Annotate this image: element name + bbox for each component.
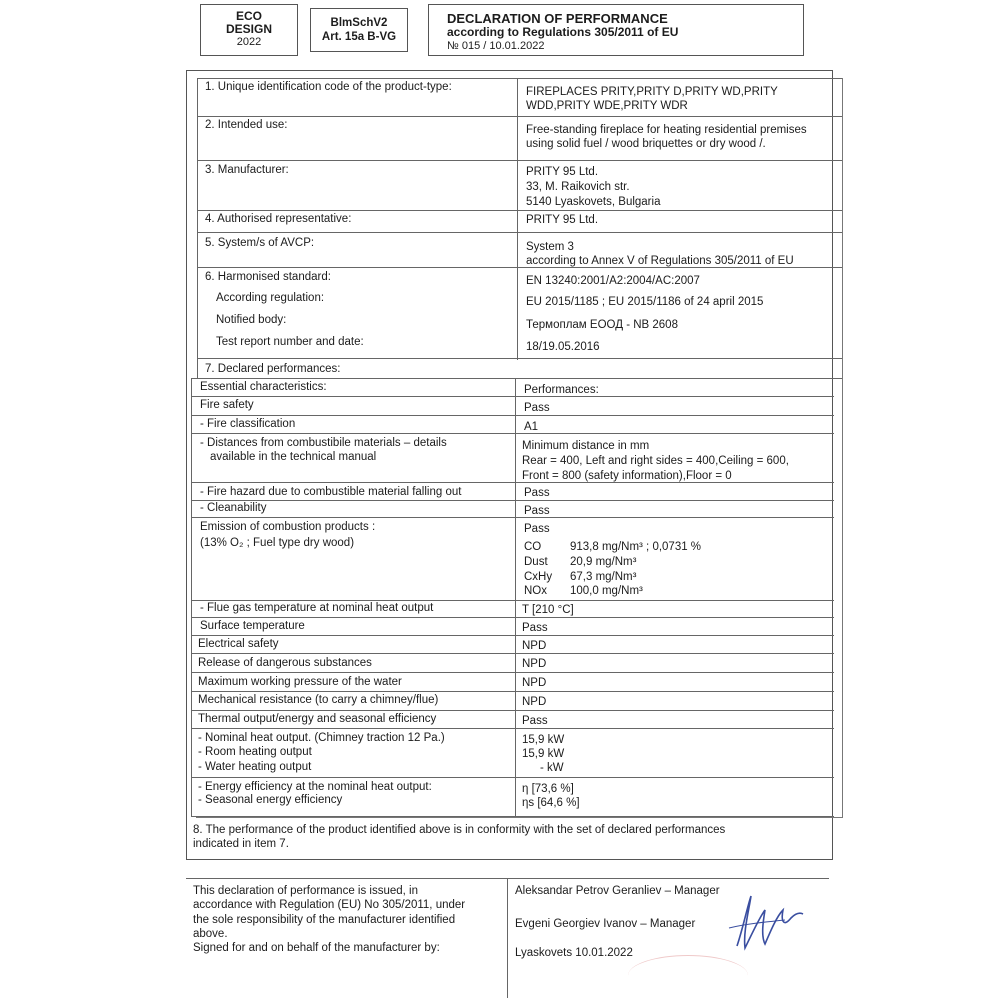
rule: [191, 378, 842, 379]
rule: [191, 396, 834, 397]
mechanical-label: Mechanical resistance (to carry a chimney/flue): [198, 694, 439, 706]
fire-safety-label: Fire safety: [200, 399, 254, 411]
rule: [191, 816, 834, 817]
rule: [197, 358, 842, 359]
rule: [197, 116, 842, 117]
pressure-label: Maximum working pressure of the water: [198, 676, 402, 688]
rule: [191, 617, 834, 618]
release-value: NPD: [522, 658, 547, 670]
release-label: Release of dangerous substances: [198, 657, 372, 669]
fire-safety-value: Pass: [524, 402, 550, 414]
nominal-heat-value: 15,9 kW: [522, 734, 565, 746]
column-divider: [517, 78, 518, 360]
s6-test-label: Test report number and date:: [216, 336, 364, 348]
water-heating-label: - Water heating output: [198, 761, 312, 773]
nox-value: 100,0 mg/Nm³: [570, 585, 643, 597]
footer-left-line4: above.: [193, 928, 228, 940]
cleanability-value: Pass: [524, 505, 550, 517]
footer-left-line2: accordance with Regulation (EU) No 305/2011, under: [193, 899, 466, 911]
rule: [191, 777, 834, 778]
nominal-heat-label: - Nominal heat output. (Chimney traction 12 Pa.): [198, 732, 445, 744]
place-date: Lyaskovets 10.01.2022: [515, 947, 633, 959]
fire-class-label: - Fire classification: [200, 418, 296, 430]
distances-value-line1: Minimum distance in mm: [522, 440, 650, 452]
thermal-label: Thermal output/energy and seasonal efficiency: [198, 713, 437, 725]
electrical-label: Electrical safety: [198, 638, 279, 650]
electrical-value: NPD: [522, 640, 547, 652]
s6-reg-label: According regulation:: [216, 292, 325, 304]
emission-label-line1: Emission of combustion products :: [200, 521, 376, 533]
col-performances-header: Performances:: [524, 384, 599, 396]
s5-label: 5. System/s of AVCP:: [205, 237, 315, 249]
s6-value: EN 13240:2001/A2:2004/AC:2007: [526, 275, 700, 287]
mechanical-value: NPD: [522, 696, 547, 708]
flue-gas-label: - Flue gas temperature at nominal heat output: [200, 602, 434, 614]
room-heating-value: 15,9 kW: [522, 748, 565, 760]
distances-label-line2: available in the technical manual: [210, 451, 377, 463]
rule: [191, 500, 834, 501]
co-value: 913,8 mg/Nm³ ; 0,0731 %: [570, 541, 702, 553]
energy-efficiency-value: η [73,6 %]: [522, 783, 574, 795]
s2-label: 2. Intended use:: [205, 119, 288, 131]
distances-value-line3: Front = 800 (safety information),Floor = 0: [522, 470, 732, 482]
s2-value-line2: using solid fuel / wood briquettes or dry wood /.: [526, 138, 766, 150]
col-characteristics-header: Essential characteristics:: [200, 381, 327, 393]
s1-value-line1: FIREPLACES PRITY,PRITY D,PRITY WD,PRITY: [526, 86, 778, 98]
rule: [191, 433, 834, 434]
pressure-value: NPD: [522, 677, 547, 689]
s3-value-line2: 33, M. Raikovich str.: [526, 181, 630, 193]
blmschv-line1: BlmSchV2: [330, 17, 388, 29]
emission-label-line2: (13% O₂ ; Fuel type dry wood): [200, 537, 355, 549]
blmschv-line2: Art. 15a B-VG: [321, 31, 397, 43]
rule: [191, 672, 834, 673]
seasonal-efficiency-label: - Seasonal energy efficiency: [198, 794, 343, 806]
blmschv-badge: [310, 8, 408, 52]
s8-line1: 8. The performance of the product identified above is in conformity with the set of declared performances: [193, 824, 726, 836]
s5-value-line2: according to Annex V of Regulations 305/2011 of EU: [526, 255, 794, 267]
cxhy-value: 67,3 mg/Nm³: [570, 571, 637, 583]
title-box: [428, 4, 804, 56]
s1-label: 1. Unique identification code of the product-type:: [205, 81, 452, 93]
water-heating-value: - kW: [540, 762, 564, 774]
footer-divider: [507, 878, 508, 998]
fire-hazard-value: Pass: [524, 487, 550, 499]
s6-reg-value: EU 2015/1185 ; EU 2015/1186 of 24 april 2015: [526, 296, 764, 308]
column-divider: [515, 378, 516, 816]
flue-gas-value: T [210 °C]: [522, 604, 574, 616]
rule: [197, 232, 842, 233]
cleanability-label: - Cleanability: [200, 502, 267, 514]
footer-left-line3: the sole responsibility of the manufacturer identified: [193, 914, 456, 926]
rule: [191, 653, 834, 654]
signer-1: Aleksandar Petrov Geranliev – Manager: [515, 885, 720, 897]
rule: [191, 728, 834, 729]
s6-label: 6. Harmonised standard:: [205, 271, 331, 283]
rule: [191, 517, 834, 518]
co-label: CO: [524, 541, 542, 553]
s5-value-line1: System 3: [526, 241, 574, 253]
rule: [197, 210, 842, 211]
handwritten-signature: [725, 888, 805, 958]
stamp-trace: [628, 955, 748, 996]
s7-label: 7. Declared performances:: [205, 363, 341, 375]
footer-left-line5: Signed for and on behalf of the manufacturer by:: [193, 942, 440, 954]
rule: [197, 78, 842, 79]
thermal-value: Pass: [522, 715, 548, 727]
s3-value-line1: PRITY 95 Ltd.: [526, 166, 599, 178]
signer-2: Evgeni Georgiev Ivanov – Manager: [515, 918, 696, 930]
s3-value-line3: 5140 Lyaskovets, Bulgaria: [526, 196, 661, 208]
s1-value-line2: WDD,PRITY WDE,PRITY WDR: [526, 100, 688, 112]
s6-test-value: 18/19.05.2016: [526, 341, 600, 353]
s3-label: 3. Manufacturer:: [205, 164, 289, 176]
fire-hazard-label: - Fire hazard due to combustible material falling out: [200, 486, 462, 498]
left-edge: [197, 78, 198, 378]
rule: [191, 710, 834, 711]
s6-nb-value: Термоплам ЕООД - NB 2608: [526, 319, 678, 331]
eco-design-line1: ECO: [235, 9, 262, 23]
rule: [191, 635, 834, 636]
dust-value: 20,9 mg/Nm³: [570, 556, 637, 568]
rule: [197, 160, 842, 161]
rule: [191, 482, 834, 483]
document-number: № 015 / 10.01.2022: [447, 40, 545, 52]
room-heating-label: - Room heating output: [198, 746, 312, 758]
s6-nb-label: Notified body:: [216, 314, 287, 326]
s8-line2: indicated in item 7.: [193, 838, 289, 850]
seasonal-efficiency-value: ηs [64,6 %]: [522, 797, 580, 809]
rule: [191, 691, 834, 692]
left-edge: [191, 378, 192, 816]
rule: [191, 415, 834, 416]
s4-value: PRITY 95 Ltd.: [526, 214, 599, 226]
document-subtitle: according to Regulations 305/2011 of EU: [447, 25, 679, 39]
document-title: DECLARATION OF PERFORMANCE: [447, 11, 668, 26]
nox-label: NOx: [524, 585, 547, 597]
distances-value-line2: Rear = 400, Left and right sides = 400,Ceiling = 600,: [522, 455, 789, 467]
s4-label: 4. Authorised representative:: [205, 213, 352, 225]
eco-design-line2: DESIGN: [225, 22, 272, 36]
eco-design-year: 2022: [236, 36, 262, 48]
s2-value-line1: Free-standing fireplace for heating residential premises: [526, 124, 807, 136]
emission-value: Pass: [524, 523, 550, 535]
eco-design-badge: [200, 4, 298, 56]
fire-class-value: A1: [524, 421, 539, 433]
energy-efficiency-label: - Energy efficiency at the nominal heat output:: [198, 781, 432, 793]
footer-left-line1: This declaration of performance is issued, in: [193, 885, 418, 897]
cxhy-label: CxHy: [524, 571, 553, 583]
dust-label: Dust: [524, 556, 548, 568]
surface-temp-value: Pass: [522, 622, 548, 634]
distances-label-line1: - Distances from combustibile materials – details: [200, 437, 447, 449]
surface-temp-label: Surface temperature: [200, 620, 305, 632]
